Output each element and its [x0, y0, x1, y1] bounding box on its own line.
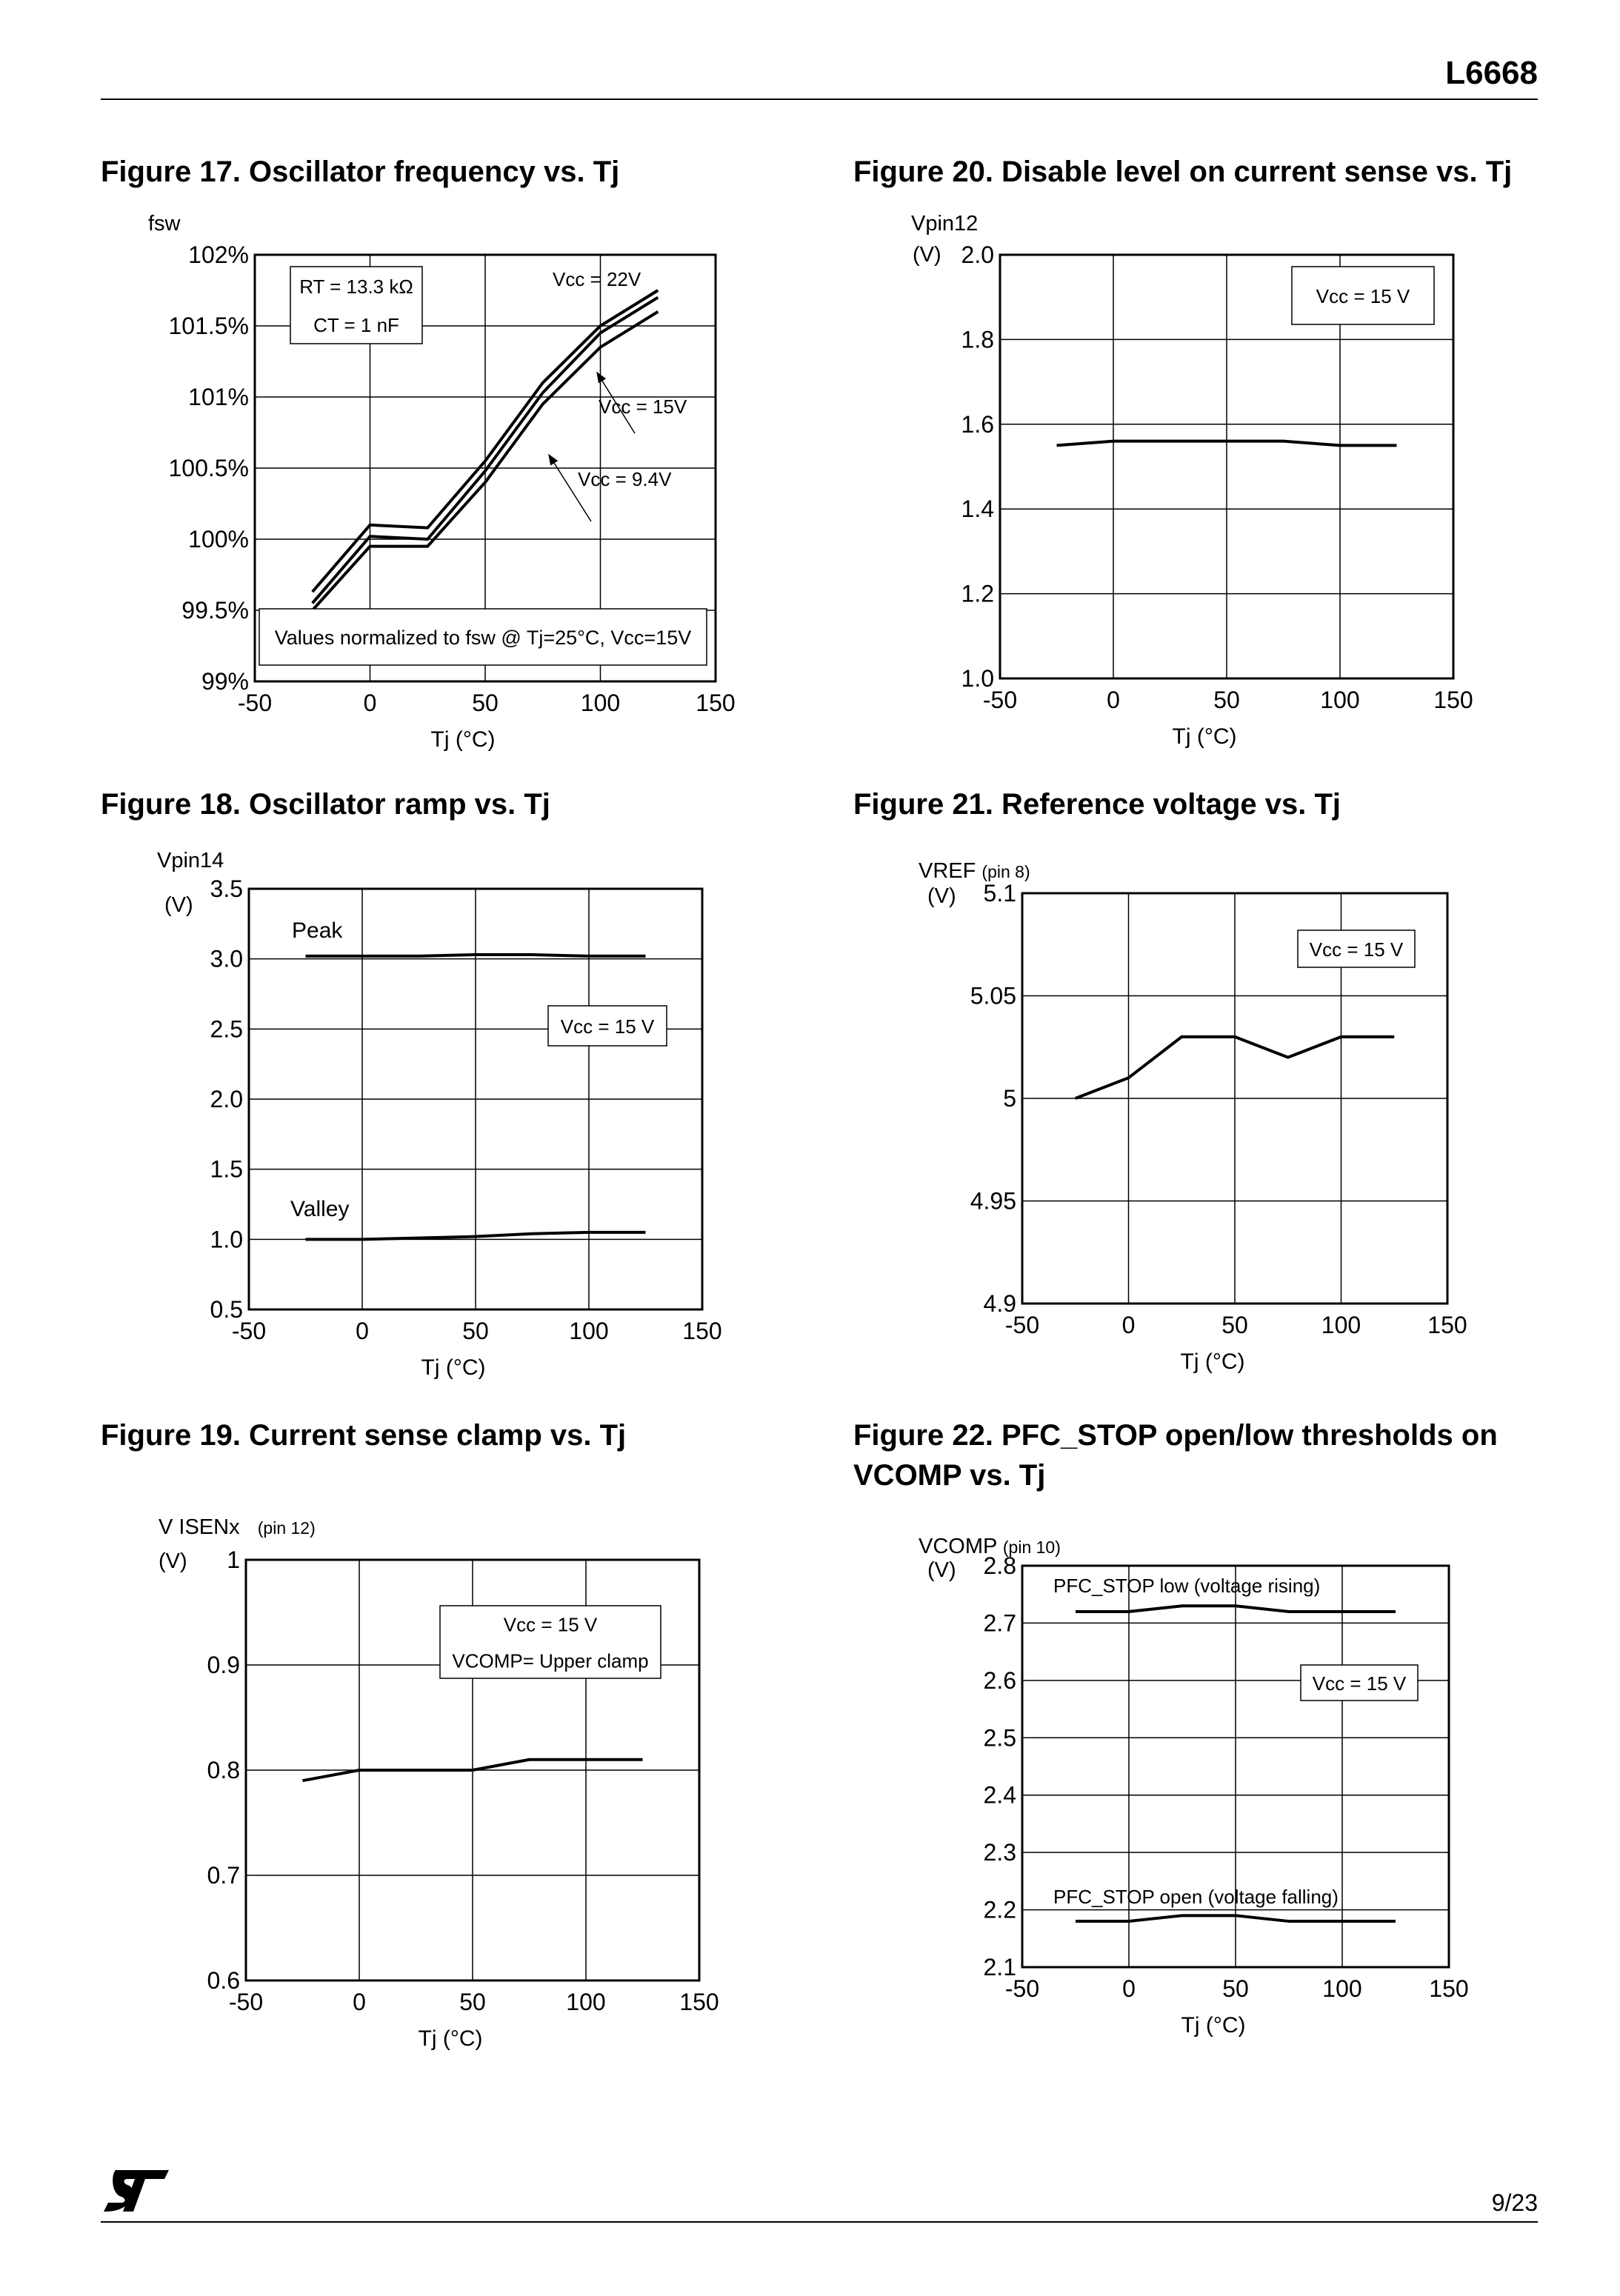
fig20-xlabel: Tj (°C) [1172, 724, 1237, 749]
fig21-ylabel-pin: (pin 8) [981, 862, 1030, 881]
figure-22-title-line2: VCOMP vs. Tj [853, 1459, 1046, 1492]
figure-22-title: Figure 22. PFC_STOP open/low thresholds on [853, 1419, 1498, 1452]
fig17-params-box-text: CT = 1 nF [313, 314, 399, 336]
fig20-vcc-box-text: Vcc = 15 V [1316, 285, 1410, 307]
fig19-conditions-box-text: VCOMP= Upper clamp [452, 1649, 649, 1672]
fig18-ytick-label: 2.0 [210, 1086, 243, 1112]
fig22-ytick-label: 2.5 [983, 1724, 1016, 1752]
fig17-xtick-label: 0 [363, 690, 377, 716]
fig20-xtick-label: 150 [1433, 687, 1473, 713]
fig17-ytick-label: 101.5% [168, 313, 249, 339]
fig17-ytick-label: 99.5% [181, 597, 249, 624]
fig17-ytick-label: 101% [188, 384, 249, 410]
fig18-ytick-label: 3.0 [210, 945, 243, 972]
fig20-ytick-label: 1.0 [961, 665, 994, 692]
fig17-normalization-box-text: Values normalized to fsw @ Tj=25°C, Vcc=15V [274, 627, 692, 649]
fig17-ytick-label: 100% [188, 526, 249, 553]
fig22-ylabel-unit: (V) [927, 1558, 956, 1582]
fig22-label-low: PFC_STOP low (voltage rising) [1053, 1575, 1321, 1597]
fig17-label-22v: Vcc = 22V [553, 268, 641, 290]
fig22-ylabel-pin: (pin 10) [1002, 1538, 1061, 1557]
fig18-series-line [306, 955, 646, 956]
fig19-ytick-label: 0.7 [207, 1862, 240, 1889]
fig22-ylabel-text: VCOMP [919, 1535, 997, 1558]
fig21-xtick-label: 50 [1221, 1312, 1248, 1338]
fig20-xtick-label: 100 [1320, 687, 1360, 713]
fig19-ytick-label: 0.6 [207, 1967, 240, 1994]
fig22-ytick-label: 2.3 [983, 1839, 1016, 1866]
fig21-xtick-label: 0 [1121, 1312, 1136, 1338]
fig22-ytick-label: 2.7 [983, 1609, 1016, 1637]
fig20-xtick-label: 50 [1213, 687, 1240, 713]
fig18-xtick-label: -50 [231, 1318, 267, 1344]
fig17-ytick-label: 99% [201, 668, 249, 695]
fig22-xlabel: Tj (°C) [1181, 2013, 1246, 2038]
figure-17-title: Figure 17. Oscillator frequency vs. Tj [101, 156, 620, 188]
fig20-ylabel-unit: (V) [913, 243, 941, 267]
fig17-label-15v: Vcc = 15V [599, 396, 687, 418]
fig17-ytick-label: 102% [188, 241, 249, 268]
fig17-xlabel: Tj (°C) [430, 727, 496, 752]
fig20-ytick-label: 1.4 [961, 495, 994, 523]
fig21-xtick-label: 100 [1321, 1312, 1361, 1338]
fig18-ytick-label: 1.0 [210, 1226, 243, 1253]
part-number: L6668 [1445, 55, 1538, 91]
fig21-xlabel: Tj (°C) [1180, 1349, 1245, 1374]
fig22-ytick-label: 2.1 [983, 1954, 1016, 1980]
fig19-ytick-label: 1 [227, 1546, 240, 1573]
fig18-xtick-label: 50 [462, 1318, 489, 1344]
fig19-ytick-label: 0.9 [207, 1652, 240, 1678]
fig20-ylabel: Vpin12 [911, 212, 979, 236]
fig22-xtick-label: -50 [1004, 1975, 1040, 2002]
fig17-xtick-label: 100 [580, 690, 621, 716]
fig17-ylabel: fsw [148, 212, 181, 236]
fig22-vcc-box-text: Vcc = 15 V [1312, 1672, 1407, 1695]
fig17-params-box-text: RT = 13.3 kΩ [299, 276, 413, 298]
fig19-ylabel-text: V ISENx [159, 1515, 240, 1539]
fig17-ytick-label: 100.5% [168, 455, 249, 481]
figure-19-title: Figure 19. Current sense clamp vs. Tj [101, 1419, 627, 1452]
fig18-xtick-label: 100 [569, 1318, 609, 1344]
fig20-ytick-label: 2.0 [961, 241, 994, 268]
fig18-ytick-label: 3.5 [210, 875, 243, 902]
fig21-ytick-label: 4.95 [970, 1187, 1016, 1215]
fig17-xtick-label: -50 [237, 690, 273, 716]
fig17-label-9v4: Vcc = 9.4V [578, 468, 672, 490]
fig21-ylabel-text: VREF [919, 859, 976, 883]
figure-21-title: Figure 21. Reference voltage vs. Tj [853, 788, 1341, 821]
fig20-ytick-label: 1.6 [961, 410, 994, 438]
fig19-xtick-label: 100 [566, 1989, 606, 2015]
fig19-conditions-box-text: Vcc = 15 V [503, 1613, 598, 1636]
fig21-ytick-label: 4.9 [983, 1290, 1016, 1317]
fig22-xtick-label: 100 [1322, 1975, 1362, 2002]
fig18-label-peak: Peak [292, 918, 343, 943]
fig22-xtick-label: 0 [1122, 1975, 1136, 2002]
fig18-label-valley: Valley [290, 1197, 350, 1221]
fig22-ytick-label: 2.8 [983, 1552, 1016, 1579]
fig17-xtick-label: 50 [472, 690, 499, 716]
fig19-xtick-label: -50 [228, 1989, 264, 2015]
fig21-ylabel-unit: (V) [927, 884, 956, 908]
fig20-ytick-label: 1.2 [961, 580, 994, 607]
fig18-ytick-label: 1.5 [210, 1155, 243, 1183]
fig19-xtick-label: 0 [353, 1989, 366, 2015]
fig19-xtick-label: 50 [459, 1989, 486, 2015]
fig22-ytick-label: 2.2 [983, 1896, 1016, 1923]
fig20-ytick-label: 1.8 [961, 326, 994, 353]
fig19-xtick-label: 150 [679, 1989, 719, 2015]
fig21-ytick-label: 5.05 [970, 982, 1016, 1009]
fig22-ytick-label: 2.4 [983, 1781, 1016, 1809]
fig19-ytick-label: 0.8 [207, 1757, 240, 1783]
fig21-vcc-box-text: Vcc = 15 V [1309, 938, 1404, 961]
fig20-xtick-label: -50 [982, 687, 1018, 713]
fig22-xtick-label: 150 [1429, 1975, 1469, 2002]
fig21-xtick-label: -50 [1004, 1312, 1040, 1338]
fig19-ylabel-unit: (V) [159, 1549, 187, 1573]
st-logo [101, 2167, 172, 2218]
figure-18-title: Figure 18. Oscillator ramp vs. Tj [101, 788, 550, 821]
fig18-ytick-label: 0.5 [210, 1296, 243, 1323]
page-number: 9/23 [1491, 2189, 1538, 2216]
footer-rule [101, 2221, 1538, 2223]
fig18-plot [249, 889, 702, 1309]
fig21-ytick-label: 5.1 [983, 880, 1016, 907]
fig22-ytick-label: 2.6 [983, 1666, 1016, 1694]
fig22-xtick-label: 50 [1222, 1975, 1249, 2002]
fig18-ylabel-unit: (V) [164, 893, 193, 917]
fig18-xtick-label: 150 [682, 1318, 722, 1344]
fig19-xlabel: Tj (°C) [418, 2026, 483, 2051]
fig21-xtick-label: 150 [1427, 1312, 1467, 1338]
fig18-ytick-label: 2.5 [210, 1015, 243, 1043]
fig18-xlabel: Tj (°C) [421, 1355, 486, 1380]
fig20-xtick-label: 0 [1107, 687, 1120, 713]
fig18-vcc-box-text: Vcc = 15 V [560, 1015, 655, 1038]
fig17-xtick-label: 150 [696, 690, 736, 716]
fig21-ytick-label: 5 [1003, 1085, 1016, 1112]
figure-20-title: Figure 20. Disable level on current sense vs. Tj [853, 156, 1513, 188]
fig22-label-open: PFC_STOP open (voltage falling) [1053, 1886, 1339, 1908]
fig18-xtick-label: 0 [356, 1318, 369, 1344]
fig18-ylabel: Vpin14 [157, 849, 224, 872]
fig19-ylabel-pin: (pin 12) [257, 1518, 316, 1538]
